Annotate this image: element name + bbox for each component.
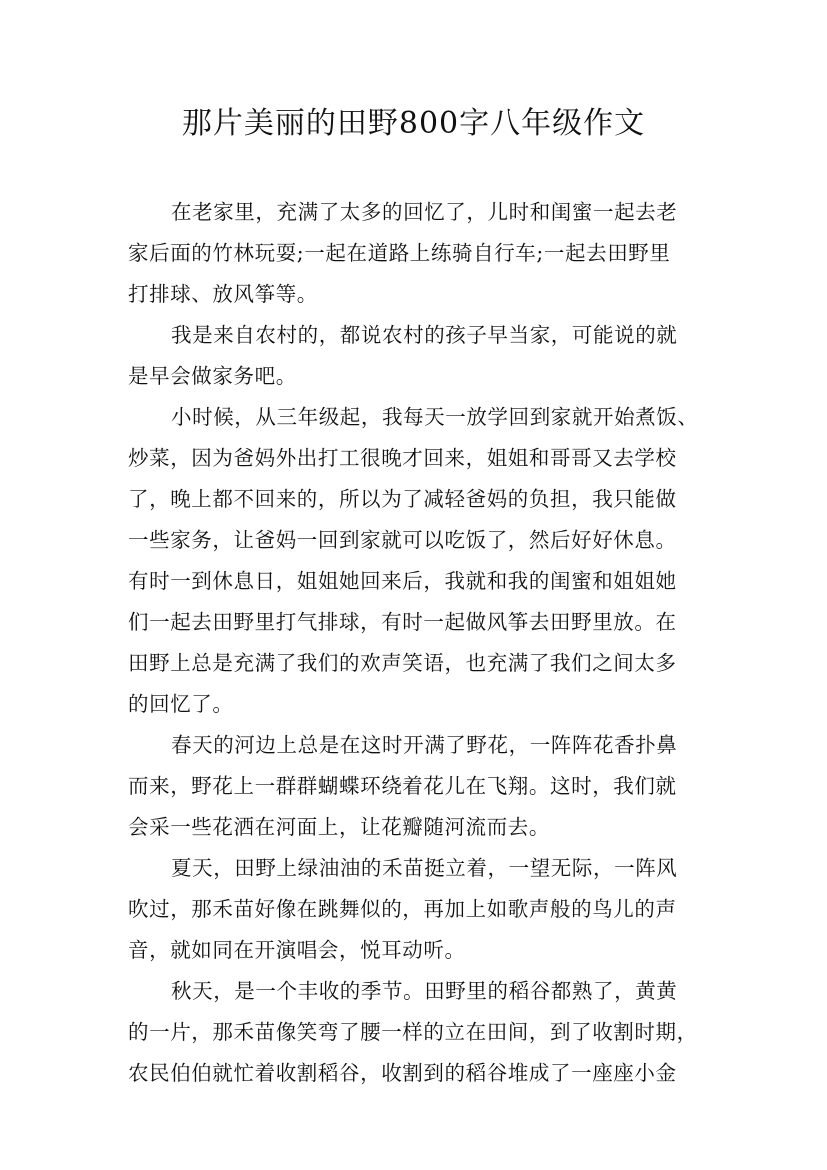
text-line: 春天的河边上总是在这时开满了野花，一阵阵花香扑鼻 xyxy=(171,733,678,757)
text-line: 炒菜，因为爸妈外出打工很晚才回来，姐姐和哥哥又去学校 xyxy=(128,446,677,470)
text-line: 而来，野花上一群群蝴蝶环绕着花儿在飞翔。这时，我们就 xyxy=(128,774,677,798)
text-line: 一些家务，让爸妈一回到家就可以吃饭了，然后好好休息。 xyxy=(128,528,677,552)
text-line: 我是来自农村的，都说农村的孩子早当家，可能说的就 xyxy=(171,323,678,347)
text-line: 秋天，是一个丰收的季节。田野里的稻谷都熟了，黄黄 xyxy=(171,979,678,1003)
text-line: 是早会做家务吧。 xyxy=(128,364,297,388)
text-line: 打排球、放风筝等。 xyxy=(128,282,318,306)
text-line: 有时一到休息日，姐姐她回来后，我就和我的闺蜜和姐姐她 xyxy=(128,569,677,593)
text-line: 会采一些花洒在河面上，让花瓣随河流而去。 xyxy=(128,815,550,839)
page-title: 那片美丽的田野800字八年级作文 xyxy=(181,106,646,141)
text-line: 小时候，从三年级起，我每天一放学回到家就开始煮饭、 xyxy=(171,405,699,429)
text-line: 夏天，田野上绿油油的禾苗挺立着，一望无际，一阵风 xyxy=(171,856,678,880)
text-line: 家后面的竹林玩耍;一起在道路上练骑自行车;一起去田野里 xyxy=(128,241,671,265)
text-line: 的一片，那禾苗像笑弯了腰一样的立在田间，到了收割时期， xyxy=(128,1020,698,1044)
text-line: 音，就如同在开演唱会，悦耳动听。 xyxy=(128,938,466,962)
text-line: 吹过，那禾苗好像在跳舞似的，再加上如歌声般的鸟儿的声 xyxy=(128,897,677,921)
text-line: 了，晚上都不回来的，所以为了减轻爸妈的负担，我只能做 xyxy=(128,487,677,511)
essay-body xyxy=(128,192,708,1094)
text-line: 在老家里，充满了太多的回忆了，儿时和闺蜜一起去老 xyxy=(171,200,678,224)
text-line: 的回忆了。 xyxy=(128,692,234,716)
text-line: 们一起去田野里打气排球，有时一起做风筝去田野里放。在 xyxy=(128,610,677,634)
text-line: 农民伯伯就忙着收割稻谷，收割到的稻谷堆成了一座座小金 xyxy=(128,1061,677,1085)
text-line: 田野上总是充满了我们的欢声笑语，也充满了我们之间太多 xyxy=(128,651,677,675)
